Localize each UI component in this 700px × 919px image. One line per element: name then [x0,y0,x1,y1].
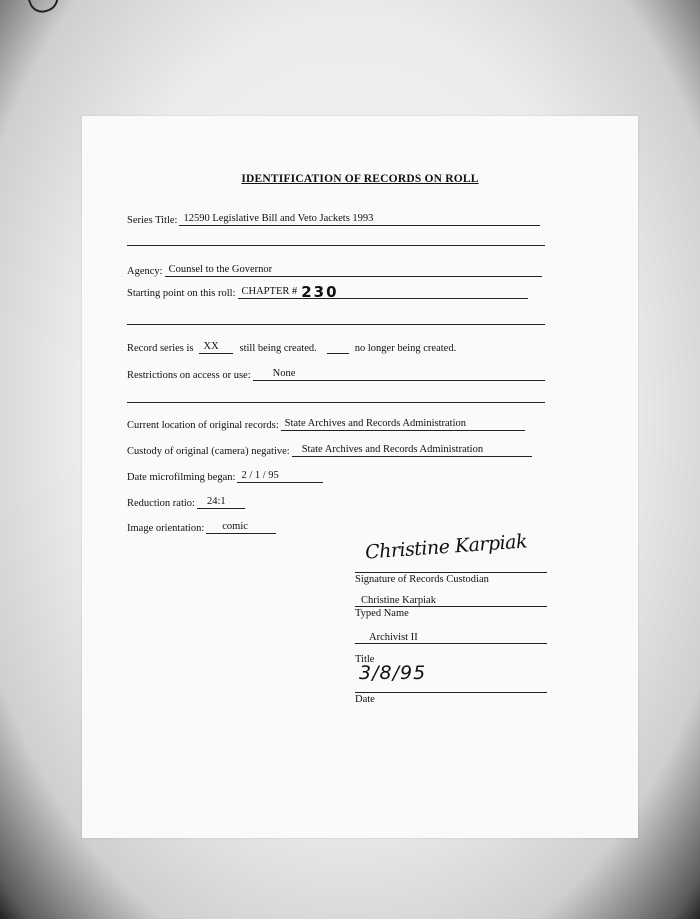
form-page [82,116,638,838]
date-label: Date [355,694,375,705]
title-line [355,631,547,644]
chapter-number: 230 [301,283,339,301]
custody-row [127,444,532,457]
reduction-row [127,496,245,509]
orientation-row [127,521,276,534]
handwritten-signature: Christine Karpiak [364,530,528,564]
blank-line [127,245,545,246]
title-label: Title [355,654,375,665]
blank-line [127,324,545,325]
signature-line [355,530,547,573]
starting-point-field [238,283,528,301]
no-longer-created-text: no longer being created. [354,343,457,354]
current-location-row [127,418,525,431]
typed-name-value: Christine Karpiak [361,595,436,606]
starting-point-value: CHAPTER # [241,286,298,297]
custody-value: State Archives and Records Administration [292,444,532,457]
blank-line [127,402,545,403]
agency-label: Agency: [127,266,163,277]
restrictions-label: Restrictions on access or use: [127,370,251,381]
starting-point-label: Starting point on this roll: [127,288,236,299]
typed-name-block [355,594,547,619]
title-value: Archivist II [369,632,418,643]
page-title: IDENTIFICATION OF RECORDS ON ROLL [241,173,479,185]
date-began-label: Date microfilming began: [127,472,236,483]
no-longer-mark [327,353,349,354]
restrictions-value: None [253,368,545,381]
orientation-value: comic [206,521,276,534]
orientation-label: Image orientation: [127,523,205,534]
series-title-value: 12590 Legislative Bill and Veto Jackets 1993 [179,213,540,226]
handwritten-date: 3/8/95 [359,662,427,684]
title-block [355,631,547,665]
date-block [355,662,547,705]
starting-point-row [127,283,528,301]
signature-label: Signature of Records Custodian [355,574,489,585]
current-location-value: State Archives and Records Administration [281,418,525,431]
signature-block [355,530,547,585]
series-title-row [127,213,540,226]
reduction-label: Reduction ratio: [127,498,195,509]
current-location-label: Current location of original records: [127,420,279,431]
restrictions-row [127,368,545,381]
still-created-text: still being created. [239,343,317,354]
record-series-row [127,341,456,354]
record-series-mark: XX [199,341,233,354]
reduction-value: 24:1 [197,496,245,509]
custody-label: Custody of original (camera) negative: [127,446,290,457]
series-title-label: Series Title: [127,215,178,226]
date-line [355,662,547,693]
date-began-value: 2 / 1 / 95 [237,470,323,483]
corner-mark [28,0,62,17]
agency-value: Counsel to the Governor [165,264,542,277]
agency-row [127,264,542,277]
record-series-label: Record series is [127,343,194,354]
date-began-row [127,470,323,483]
typed-name-label: Typed Name [355,608,409,619]
typed-name-line [355,594,547,607]
